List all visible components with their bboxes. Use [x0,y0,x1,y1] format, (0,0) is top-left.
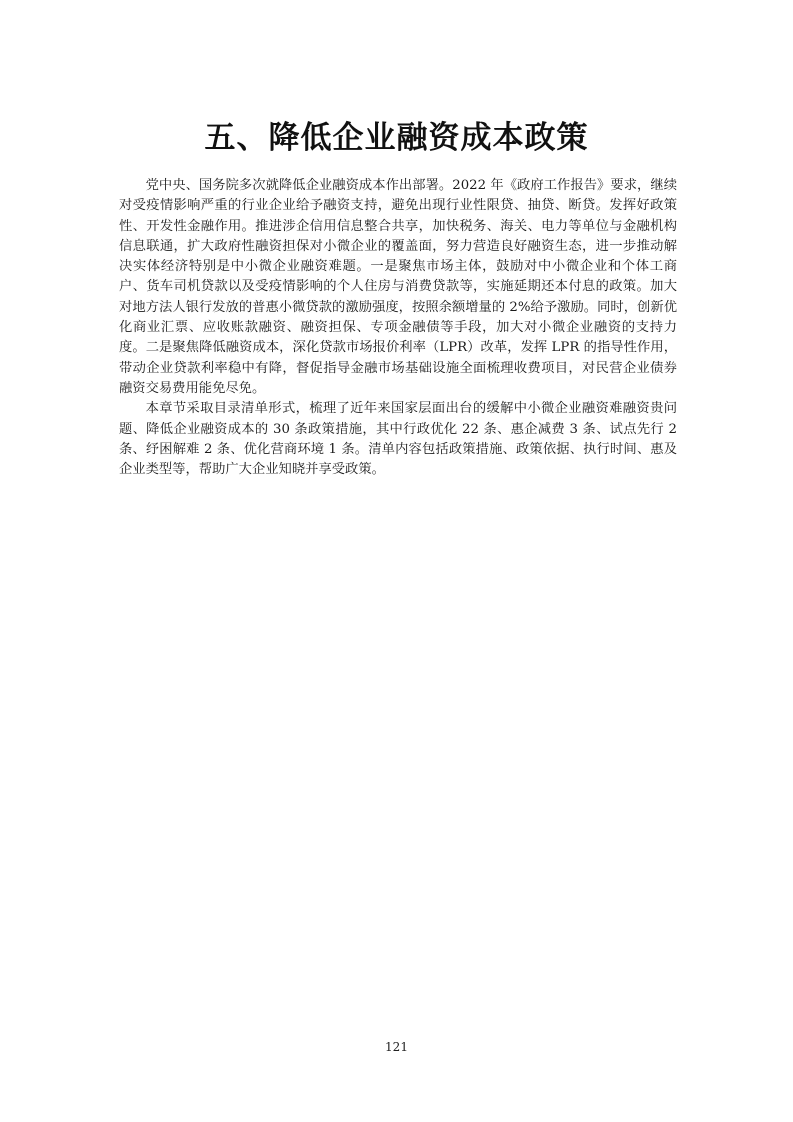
paragraph-1: 党中央、国务院多次就降低企业融资成本作出部署。2022 年《政府工作报告》要求，继续对受疫情影响严重的行业企业给予融资支持，避免出现行业性限贷、抽贷、断贷。发挥好政策性、开发性金融作用。推进涉企信用信息整合共享，加快税务、海关、电力等单位与金融机构信息联通，扩大政府性融资担保对小微企业的覆盖面，努力营造良好融资生态，进一步推动解决实体经济特别是中小微企业融资难题。一是聚焦市场主体，鼓励对中小微企业和个体工商户、货车司机贷款以及受疫情影响的个人住房与消费贷款等，实施延期还本付息的政策。加大对地方法人银行发放的普惠小微贷款的激励强度，按照余额增量的 2%给予激励。同时，创新优化商业汇票、应收账款融资、融资担保、专项金融债等手段，加大对小微企业融资的支持力度。二是聚焦降低融资成本，深化贷款市场报价利率（LPR）改革，发挥 LPR 的指导性作用，带动企业贷款利率稳中有降，督促指导金融市场基础设施全面梳理收费项目，对民营企业债券融资交易费用能免尽免。 [119,178,677,396]
section-title: 五、降低企业融资成本政策 [204,120,589,156]
body-text [119,176,677,480]
page-number: 121 [385,1040,408,1054]
paragraph-2: 本章节采取目录清单形式，梳理了近年来国家层面出台的缓解中小微企业融资难融资贵问题、降低企业融资成本的 30 条政策措施，其中行政优化 22 条、惠企减费 3 条、试点先行 2 条、纾困解难 2 条、优化营商环境 1 条。清单内容包括政策措施、政策依据、执行时间、惠及企业类型等，帮助广大企业知晓并享受政策。 [119,401,677,478]
